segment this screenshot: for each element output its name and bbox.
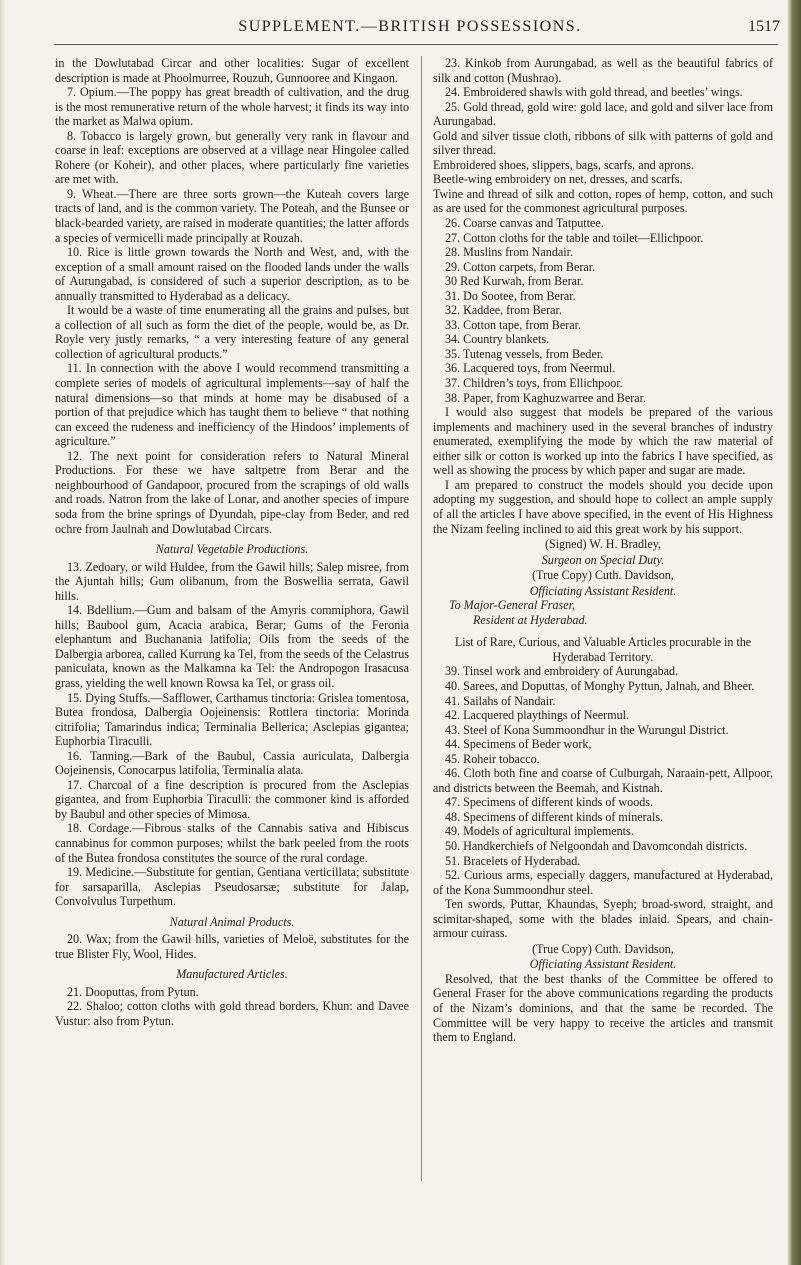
paragraph: 17. Charcoal of a fine description is procured from the Asclepias gigantea, and from Euphorbia Tiraculli: the commoner kind is afforded by Baubul and other species of Mimosa. [55,777,409,821]
left-column [55,56,409,1029]
paragraph: 9. Wheat.—There are three sorts grown—the Kuteah covers large tracts of land, and is the common variety. The Poteah, and the Bunsee or black-bearded variety, are raised in moderate quantities; the latter affords a species of vermicelli made principally at Rouzah. [55,186,409,245]
list-item: 38. Paper, from Kaghuzwarree and Berar. [445,390,646,405]
list-item: Gold and silver tissue cloth, ribbons of silk with patterns of gold and silver thread. [433,128,773,158]
list-item: 33. Cotton tape, from Berar. [445,317,582,332]
paragraph: 22. Shaloo; cotton cloths with gold thread borders, Khun: and Davee Vustur: also from Pytun. [55,999,409,1028]
signature-signed: (Signed) W. H. Bradley, [544,537,662,552]
signature-true-copy-2: (True Copy) Cuth. Davidson, [532,941,674,956]
paragraph: It would be a waste of time enumerating all the grains and pulses, but a collection of all such as form the diet of the people, would be, as Dr. Royle very justly remarks, “ a very interesting feature of any general collection of agricultural products.” [55,303,409,361]
list-item: 36. Lacquered toys, from Neermul. [445,361,616,376]
list-item: 46. Cloth both fine and coarse of Culburgah, Naraain-pett, Allpoor, and districts between the Beemah, and Kistnah. [433,766,773,795]
column-divider [421,56,422,1181]
paragraph: I would also suggest that models be prepared of the various implements and machinery used in the several branches of industry enumerated, exemplifying the mode by which the raw material of either silk or cotton is worked up into the fabrics I have specified, as well as showing the process by which paper and sugar are made. [433,405,773,478]
list-item: 24. Embroidered shawls with gold thread, and beetles’ wings. [445,85,743,100]
list-item: 43. Steel of Kona Summoondhur in the Wurungul District. [445,722,729,737]
list-item: 44. Specimens of Beder work, [445,737,592,752]
signature-role: Surgeon on Special Duty. [541,552,665,567]
signature-copy-role-2: Officiating Assistant Resident. [529,957,677,972]
list-heading: List of Rare, Curious, and Valuable Articles procurable in the Hyderabad Territory. [454,635,752,664]
list-item: 28. Muslins from Nandair. [445,245,573,260]
page-right-edge [787,0,801,1265]
list-item: 23. Kinkob from Aurungabad, as well as the beautiful fabrics of silk and cotton (Mushrao). [433,56,773,85]
list-item: 48. Specimens of different kinds of minerals. [445,809,664,824]
list-item: 34. Country blankets. [445,332,550,347]
paragraph: 13. Zedoary, or wild Huldee, from the Gawil hills; Salep misree, from the Ajuntah hills; Gum olibanum, from the Boswellia serrata, Gawil hills. [55,559,409,603]
paragraph: 10. Rice is little grown towards the North and West, and, with the exception of a small amount raised on the flooded lands under the walls of Aurungabad, is considered of such a superior description, as to be annually transmitted to Hyderabad as a delicacy. [55,245,409,303]
right-column [433,56,773,1045]
list-item: 30 Red Kurwah, from Berar. [445,274,584,289]
list-item: 39. Tinsel work and embroidery of Aurungabad. [445,664,679,679]
header-rule [54,44,778,45]
list-item: Ten swords, Puttar, Khaundas, Syeph; broad-sword, straight, and scimitar-shaped, some with the blades inlaid. Spears, and chain-armour cuirass. [433,897,773,941]
paragraph: in the Dowlutabad Circar and other localities: Sugar of excellent description is made at Phoolmurree, Rouzuh, Gunnooree and Kingaon. [55,56,409,85]
list-item: 37. Children’s toys, from Ellichpoor. [445,376,623,391]
paragraph: 7. Opium.—The poppy has great breadth of cultivation, and the drug is the most remunerative return of the whole harvest; it finds its way into the market as Malwa opium. [55,85,409,129]
paragraph: 14. Bdellium.—Gum and balsam of the Amyris commiphora, Gawil hills; Baubool gum, Acacia arabica, Berar; Gums of the Feronia elephantum and Buchanania latifolia; Oils from the seeds of the Dalbergia arborea, called Kurrung ka Tel, from the seeds of the Celastrus paniculata, known as the Malkamna ka Tel: the Andropogon Irasacusa grass, yielding the well known Rowsa ka Tel, or grass oil. [55,603,409,690]
list-item: 51. Bracelets of Hyderabad. [445,853,581,868]
paragraph: I am prepared to construct the models should you decide upon adopting my suggestion, and should hope to collect an ample supply of all the articles I have above specified, in the event of His Highness the Nizam feeling inclined to aid this great work by his support. [433,477,773,536]
paragraph: 20. Wax; from the Gawil hills, varieties of Meloë, substitutes for the true Blister Fly, Wool, Hides. [55,932,409,961]
page-left-edge [0,0,6,1265]
section-heading-vegetable: Natural Vegetable Productions. [155,542,309,557]
list-item: 50. Handkerchiefs of Nelgoondah and Davomcondah districts. [445,838,748,853]
section-heading-manufactured: Manufactured Articles. [176,967,288,982]
list-item: 31. Do Sootee, from Berar. [445,288,576,303]
list-item: 41. Sailahs of Nandair. [445,693,556,708]
section-heading-animal: Natural Animal Products. [169,914,295,929]
header-title: SUPPLEMENT.—BRITISH POSSESSIONS. [238,18,582,35]
signature-true-copy: (True Copy) Cuth. Davidson, [532,568,674,583]
addressee-line-1: To Major-General Fraser, [449,598,575,613]
page-number: 1517 [748,18,780,35]
paragraph: 18. Cordage.—Fibrous stalks of the Cannabis sativa and Hibiscus cannabinus for common purposes; whilst the bark peeled from the roots of the Butea frondosa constitutes the source of the rural cordage. [55,821,409,865]
list-item: 52. Curious arms, especially daggers, manufactured at Hyderabad, of the Kona Summoondhur steel. [433,868,773,897]
list-item: 25. Gold thread, gold wire: gold lace, and gold and silver lace from Aurungabad. [433,99,773,129]
paragraph: 19. Medicine.—Substitute for gentian, Gentiana verticillata; substitute for sarsaparilla, Asclepias Pseudosarsæ; substitute for Jalap, Convolvulus Turpethum. [55,865,409,909]
paragraph: 15. Dying Stuffs.—Safflower, Carthamus tinctoria: Grislea tomentosa, Butea frondosa, Dalbergia Oojeinensis: Rottlera tinctoria: Morinda citrifolia; Tamarindus indica; Terminalia Bellerica; Asclepias gigantea; Euphorbia Tiraculli. [55,690,409,749]
list-item: 27. Cotton cloths for the table and toilet—Ellichpoor. [445,230,704,245]
closing-paragraph: Resolved, that the best thanks of the Committee be offered to General Fraser for the above communications regarding the products of the Nizam’s dominions, and that the same be recorded. The Committee will be very happy to receive the articles and transmit them to England. [433,971,773,1045]
list-item: 49. Models of agricultural implements. [445,824,634,839]
list-item: 45. Roheir tobacco. [445,751,540,766]
list-item: 35. Tutenag vessels, from Beder. [445,346,604,361]
list-item: Twine and thread of silk and cotton, ropes of hemp, cotton, and such as are used for the commonest agricultural purposes. [433,186,773,216]
list-item: 32. Kaddee, from Berar. [445,303,562,318]
list-item: Beetle-wing embroidery on net, dresses, and scarfs. [433,172,683,187]
paragraph: 8. Tobacco is largely grown, but generally very rank in flavour and coarse in leaf: exceptions are observed at a village near Hingolee called Rohere (or Koheir), and other places, where particularly fine varieties are met with. [55,128,409,187]
list-item: 26. Coarse canvas and Tatputtee. [445,216,604,231]
paragraph: 21. Dooputtas, from Pytun. [67,984,199,999]
signature-copy-role: Officiating Assistant Resident. [529,583,677,598]
list-item: 47. Specimens of different kinds of woods. [445,795,654,810]
list-item: 40. Sarees, and Doputtas, of Monghy Pyttun, Jalnah, and Bheer. [445,678,755,693]
paragraph: 16. Tanning.—Bark of the Baubul, Cassia auriculata, Dalbergia Oojeinensis, Conocarpus latifolia, Terminalia alata. [55,748,409,778]
list-item: Embroidered shoes, slippers, bags, scarfs, and aprons. [433,157,694,172]
list-item: 42. Lacquered playthings of Neermul. [445,708,630,723]
addressee-line-2: Resident at Hyderabad. [473,612,588,627]
list-item: 29. Cotton carpets, from Berar. [445,259,596,274]
paragraph: 11. In connection with the above I would recommend transmitting a complete series of models of agricultural implements—say of half the natural dimensions—so that minds at home may be disabused of a portion of that prejudice which has taught them to believe “ that nothing can exceed the rudeness and inefficiency of the Hindoos’ implements of agriculture.” [55,361,409,449]
running-header [40,16,780,46]
paragraph: 12. The next point for consideration refers to Natural Mineral Productions. For these we have saltpetre from Berar and the neighbourhood of Gandapoor, procured from the scrapings of old walls and roads. Natron from the lake of Lonar, and another species of impure soda from the brine springs of Dyundah, pipe-clay from Beder, and red ochre from Jaulnah and Dowlutabad Circars. [55,448,409,536]
